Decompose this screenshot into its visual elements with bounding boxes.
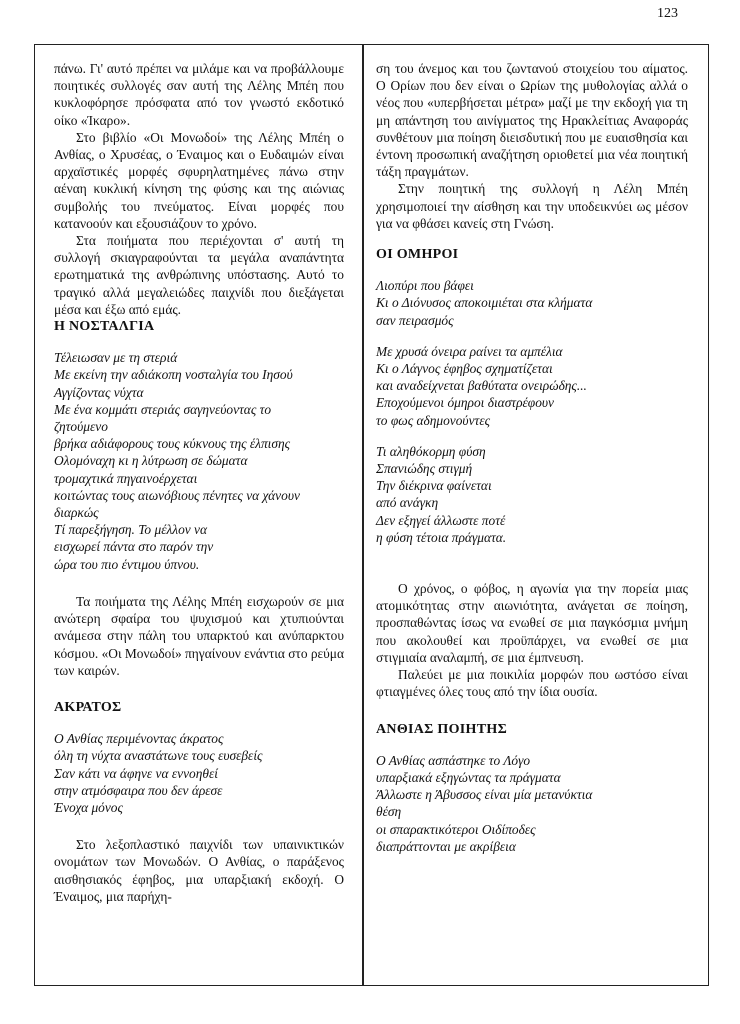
- right-paragraph-4: Παλεύει με μια ποικιλία μορφών που ωστόσο είναι φτιαγμένες όλες τους από την ίδια ουσία.: [376, 667, 688, 700]
- poem-line: Ολομόναχη κι η λύτρωση σε δώματα: [54, 453, 248, 469]
- left-paragraph-4: Τα ποιήματα της Λέλης Μπέη εισχωρούν σε μια ανώτερη σφαίρα του ψυχισμού και χτυπιούνται ανάμεσα στην πάλη του υπαρκτού και ανύπαρκτου κόσμου. «Οι Μονωδοί» πηγαίνουν ενάντια στο ρεύμα των καιρών.: [54, 593, 344, 678]
- poem-line: Σπανιώδης στιγμή: [376, 461, 473, 477]
- right-column: [376, 60, 688, 855]
- left-paragraph-3: Στα ποιήματα που περιέχονται σ' αυτή τη συλλογή σκιαγραφούνται τα μεγάλα αναπάντητα ερωτηματικά της ανθρώπινης υπόστασης. Αυτό το τραγικό αλλά μεγαλειώδες παιχνίδι που διεξάγεται μέσα και έξω από εμάς.: [54, 233, 344, 317]
- poem-line: Με χρυσά όνειρα ραίνει τα αμπέλια: [376, 343, 563, 359]
- poem-line: εισχωρεί πάντα στο παρόν την: [54, 539, 214, 555]
- poem-line: και αναδείχνεται βαθύτατα ονειρώδης...: [376, 378, 587, 394]
- section-heading-anthias-poiitis: ΑΝΘΙΑΣ ΠΟΙΗΤΗΣ: [376, 721, 508, 737]
- poem-line: Λιοπύρι που βάφει: [376, 278, 474, 294]
- poem-line: Τι αληθόκορμη φύση: [376, 443, 486, 459]
- poem-nostalgia: [54, 349, 344, 573]
- poem-line: θέση: [376, 804, 402, 820]
- poem-akratos: [54, 730, 344, 816]
- left-column: [54, 60, 344, 905]
- poem-line: Άλλωστε η Άβυσσος είναι μία μετανύκτια: [376, 787, 593, 803]
- poem-line: υπαρξιακά εξηγώντας τα πράγματα: [376, 769, 561, 785]
- poem-line: Δεν εξηγεί άλλωστε ποτέ: [376, 512, 506, 528]
- poem-line: το φως αδημονούντες: [376, 412, 491, 428]
- section-heading-nostalgia: Η ΝΟΣΤΑΛΓΙΑ: [54, 319, 155, 335]
- section-heading-akratos: ΑΚΡΑΤΟΣ: [54, 699, 122, 715]
- poem-line: Ο Ανθίας περιμένοντας άκρατος: [54, 731, 224, 747]
- poem-line: Ένοχα μόνος: [54, 799, 123, 815]
- right-paragraph-2: Στην ποιητική της συλλογή η Λέλη Μπέη χρησιμοποιεί την αίσθηση και την υποδεικνύει ως μέσον για να φθάσει κανείς στη Γνώση.: [376, 181, 688, 231]
- poem-line: Ο Ανθίας ασπάστηκε το Λόγο: [376, 752, 531, 768]
- poem-line: Την διέκρινα φαίνεται: [376, 478, 492, 494]
- poem-line: η φύση τέτοια πράγματα.: [376, 529, 507, 545]
- poem-line: ζητούμενο: [54, 419, 108, 435]
- poem-line: Τί παρεξήγηση. Το μέλλον να: [54, 522, 208, 538]
- poem-line: σαν πειρασμός: [376, 312, 454, 328]
- poem-omiroi-stanza-1: [376, 277, 688, 329]
- poem-line: Κι ο Διόνυσος αποκοιμιέται στα κλήματα: [376, 295, 593, 311]
- poem-line: Με εκείνη την αδιάκοπη νοσταλγία του Ιησού: [54, 367, 293, 383]
- poem-anthias-poiitis: [376, 752, 688, 855]
- section-heading-omiroi: ΟΙ ΟΜΗΡΟΙ: [376, 247, 459, 263]
- page-number: 123: [657, 6, 678, 21]
- poem-omiroi-stanza-3: [376, 443, 688, 546]
- poem-line: Εποχούμενοι όμηροι διαστρέφουν: [376, 395, 554, 411]
- poem-omiroi-stanza-2: [376, 343, 688, 429]
- left-paragraph-5: Στο λεξοπλαστικό παιχνίδι των υπαινικτικών ονομάτων των Μονωδών. Ο Ανθίας, ο παράξενος αισθησιακός έφηβος, μια υπαρξιακή εκδοχή. Ο Έναιμος, μια παρήχη-: [54, 837, 344, 904]
- right-paragraph-3: Ο χρόνος, ο φόβος, η αγωνία για την πορεία μιας ατομικότητας στην αιωνιότητα, ανάγεται σε ποίηση, προσπαθώντας ίσως να ενωθεί σε μια παγκόσμια μνήμη που ακολουθεί και προϋπάρχει, να ενωθεί σε μια στιγμιαία αναλαμπή, σε μια έμπνευση.: [376, 581, 688, 665]
- right-paragraph-1: ση του άνεμος και του ζωντανού στοιχείου του αίματος. Ο Ορίων που δεν είναι ο Ωρίων της μυθολογίας αλλά ο νέος που «υπερβήσεται μέτρα» μαζί με την εκδοχή για τη μη απάντηση του αινίγματος της Ηρακλείτιας Αναφοράς συνθέτουν μια ποίηση διεισδυτική που με ευαισθησία και έντονη προσωπική αναζήτηση οριοθετεί μια νέα ποιητική τάξη πραγμάτων.: [376, 61, 688, 180]
- poem-line: Κι ο Λάγνος έφηβος σχηματίζεται: [376, 361, 553, 377]
- poem-line: Με ένα κομμάτι στεριάς σαγηνεύοντας το: [54, 401, 272, 417]
- poem-line: όλη τη νύχτα αναστάτωνε τους ευσεβείς: [54, 748, 263, 764]
- poem-line: κοιτώντας τους αιωνόβιους πένητες να χάνουν: [54, 487, 300, 503]
- poem-line: Τέλειωσαν με τη στεριά: [54, 350, 178, 366]
- poem-line: στην ατμόσφαιρα που δεν άρεσε: [54, 782, 223, 798]
- poem-line: διαρκώς: [54, 505, 99, 521]
- poem-line: Αγγίζοντας νύχτα: [54, 384, 144, 400]
- poem-line: οι σπαρακτικότεροι Οιδίποδες: [376, 821, 536, 837]
- column-divider: [362, 44, 364, 986]
- poem-line: από ανάγκη: [376, 495, 439, 511]
- poem-line: Σαν κάτι να άφηνε να εννοηθεί: [54, 765, 218, 781]
- poem-line: βρήκα αδιάφορους τους κύκνους της έλπισης: [54, 436, 291, 452]
- poem-line: ώρα του πιο έντιμου ύπνου.: [54, 556, 200, 572]
- left-paragraph-1: πάνω. Γι' αυτό πρέπει να μιλάμε και να προβάλλουμε ποιητικές συλλογές σαν αυτή της Λέλης Μπέη που κυκλοφόρησε πρόσφατα από τον γνωστό εκδοτικό οίκο «Ίκαρο».: [54, 61, 344, 128]
- poem-line: τρομαχτικά πηγαινοέρχεται: [54, 470, 198, 486]
- left-paragraph-2: Στο βιβλίο «Οι Μονωδοί» της Λέλης Μπέη ο Ανθίας, ο Χρυσέας, ο Έναιμος και ο Ευδαιμών είναι αρχαϊστικές μορφές σφυρηλατημένες πάνω στην αέναη κυκλική κίνηση της φύσης και της αιώνιας συμβολής του πνεύματος. Είναι μορφές που κατανοούν και εξουσιάζουν το χρόνο.: [54, 129, 344, 231]
- poem-line: διαπράττονται με ακρίβεια: [376, 838, 516, 854]
